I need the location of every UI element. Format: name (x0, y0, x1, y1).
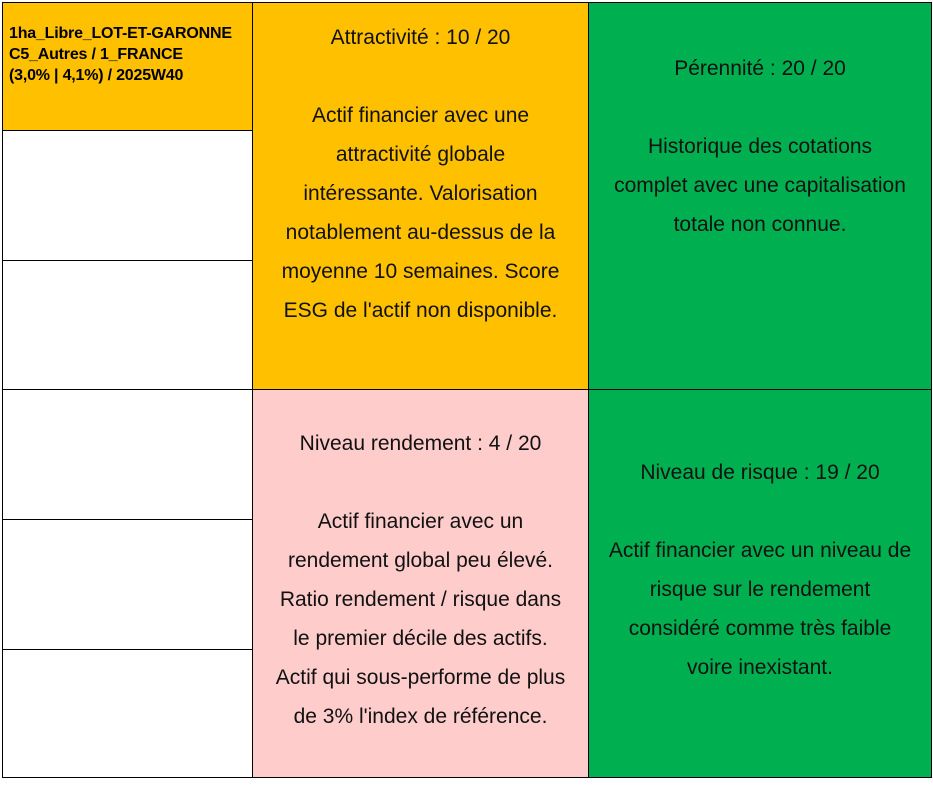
empty-cell-4 (2, 519, 253, 650)
attractivite-title: Attractivité : 10 / 20 (330, 26, 511, 49)
asset-header-line-2: C5_Autres / 1_FRANCE (9, 46, 183, 63)
rendement-title: Niveau rendement : 4 / 20 (299, 431, 542, 455)
rendement-description: Actif financier avec un rendement global peu élevé. Ratio rendement / risque dans le premier décile des actifs. Actif qui sous-performe de plus de 3% l'index de référence. (275, 509, 566, 728)
risque-title: Niveau de risque : 19 / 20 (640, 460, 880, 484)
empty-cell-3 (2, 389, 253, 520)
asset-header-line-1: 1ha_Libre_LOT-ET-GARONNE (9, 25, 232, 42)
perennite-cell (588, 2, 932, 390)
empty-cell-1 (2, 130, 253, 261)
perennite-description: Historique des cotations complet avec une capitalisation totale non connue. (614, 134, 906, 236)
attractivite-cell (252, 2, 589, 390)
asset-header-cell (2, 2, 253, 131)
empty-cell-5 (2, 649, 253, 778)
empty-cell-2 (2, 260, 253, 390)
perennite-title: Pérennité : 20 / 20 (674, 56, 846, 80)
asset-header-line-3: (3,0% | 4,1%) / 2025W40 (9, 67, 184, 84)
rendement-cell (252, 389, 589, 778)
risque-cell (588, 389, 932, 778)
risque-description: Actif financier avec un niveau de risque sur le rendement considéré comme très faible voire inexistant. (608, 538, 912, 679)
attractivite-description: Actif financier avec une attractivité globale intéressante. Valorisation notablement au-dessus de la moyenne 10 semaines. Score ESG de l'actif non disponible. (281, 104, 560, 322)
